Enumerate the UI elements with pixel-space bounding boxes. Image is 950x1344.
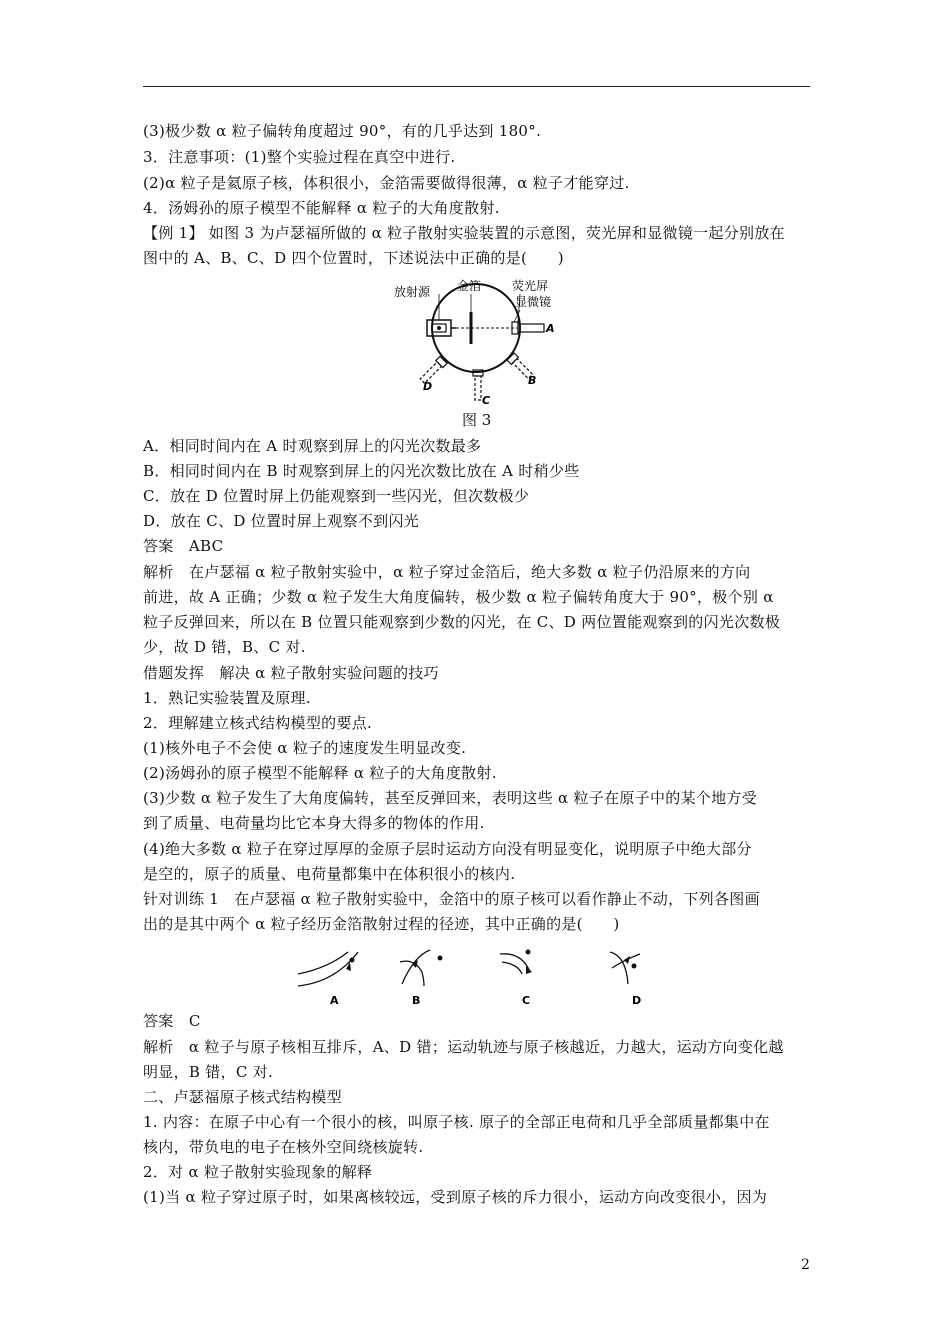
option-b: B．相同时间内在 B 时观察到屏上的闪光次数比放在 A 时稍少些 xyxy=(143,462,580,480)
option-d: D．放在 C、D 位置时屏上观察不到闪光 xyxy=(143,512,420,530)
text-line: 是空的，原子的质量、电荷量都集中在体积很小的核内. xyxy=(143,865,516,883)
label-C: C xyxy=(482,394,491,407)
text-line: 到了质量、电荷量均比它本身大得多的物体的作用. xyxy=(143,814,485,832)
label-screen: 荧光屏 xyxy=(512,279,549,293)
text-line: (1)当 α 粒子穿过原子时，如果离核较远，受到原子核的斥力很小，运动方向改变很小，因为 xyxy=(143,1188,768,1206)
svg-text:B: B xyxy=(412,994,421,1007)
label-microscope: 显微镜 xyxy=(515,295,552,309)
text-line: (3)少数 α 粒子发生了大角度偏转，甚至反弹回来，表明这些 α 粒子在原子中的某个地方受 xyxy=(143,789,758,807)
text-line: 1. 内容：在原子中心有一个很小的核，叫原子核. 原子的全部正电荷和几乎全部质量都集中在 xyxy=(143,1113,770,1131)
option-d-trajectory xyxy=(610,952,641,1007)
svg-text:D: D xyxy=(632,994,642,1007)
text-line: (4)绝大多数 α 粒子在穿过厚厚的金原子层时运动方向没有明显变化，说明原子中绝大部分 xyxy=(143,840,752,858)
text-line: 图中的 A、B、C、D 四个位置时，下述说法中正确的是( ) xyxy=(143,249,564,267)
label-source: 放射源 xyxy=(394,285,431,299)
text-line: 2．理解建立核式结构模型的要点. xyxy=(143,714,373,732)
text-line: 2．对 α 粒子散射实验现象的解释 xyxy=(143,1163,373,1181)
text-line: (1)核外电子不会使 α 粒子的速度发生明显改变. xyxy=(143,739,467,757)
label-B: B xyxy=(528,374,537,387)
section-heading: 二、卢瑟福原子核式结构模型 xyxy=(143,1088,342,1106)
svg-text:A: A xyxy=(330,994,339,1007)
text-line: 少，故 D 错，B、C 对. xyxy=(143,638,306,656)
option-a-trajectory xyxy=(298,952,358,1007)
figure-caption: 图 3 xyxy=(462,411,492,429)
text-line: 核内，带负电的电子在核外空间绕核旋转. xyxy=(143,1138,424,1156)
analysis: 解析 α 粒子与原子核相互排斥，A、D 错；运动轨迹与原子核越近，力越大，运动方向变化越 xyxy=(143,1038,784,1056)
text-line: (3)极少数 α 粒子偏转角度超过 90°，有的几乎达到 180°. xyxy=(143,122,542,140)
text-line: (2)汤姆孙的原子模型不能解释 α 粒子的大角度散射. xyxy=(143,764,497,782)
text-line: 前进，故 A 正确；少数 α 粒子发生大角度偏转，极少数 α 粒子偏转角度大于 90°，极个别 α xyxy=(143,588,774,606)
text-line: 明显，B 错，C 对. xyxy=(143,1063,274,1081)
text-line: 4．汤姆孙的原子模型不能解释 α 粒子的大角度散射. xyxy=(143,199,500,217)
option-c-trajectory xyxy=(500,950,532,1008)
text-line: 出的是其中两个 α 粒子经历金箔散射过程的径迹，其中正确的是( ) xyxy=(143,915,620,933)
option-a: A．相同时间内在 A 时观察到屏上的闪光次数最多 xyxy=(143,437,482,455)
text-line: 粒子反弹回来，所以在 B 位置只能观察到少数的闪光，在 C、D 两位置能观察到的闪光次数极 xyxy=(143,613,781,631)
label-foil: 金箔 xyxy=(457,279,482,293)
text-line: 3．注意事项：(1)整个实验过程在真空中进行. xyxy=(143,148,456,166)
analysis: 解析 在卢瑟福 α 粒子散射实验中，α 粒子穿过金箔后，绝大多数 α 粒子仍沿原来的方向 xyxy=(143,563,751,581)
answer: 答案 C xyxy=(143,1012,201,1030)
header-rule xyxy=(143,86,810,87)
page-number: 2 xyxy=(801,1257,810,1273)
option-c: C．放在 D 位置时屏上仍能观察到一些闪光，但次数极少 xyxy=(143,487,530,505)
svg-text:C: C xyxy=(522,994,531,1007)
option-b-trajectory xyxy=(400,950,443,1007)
figure-3-apparatus xyxy=(380,276,580,410)
label-D: D xyxy=(423,380,433,393)
label-A: A xyxy=(546,322,555,335)
trajectory-options-figure xyxy=(290,944,670,1010)
answer: 答案 ABC xyxy=(143,537,224,555)
text-line: 1．熟记实验装置及原理. xyxy=(143,689,311,707)
text-line: (2)α 粒子是氦原子核，体积很小，金箔需要做得很薄，α 粒子才能穿过. xyxy=(143,174,630,192)
tip-heading: 借题发挥 解决 α 粒子散射实验问题的技巧 xyxy=(143,664,439,682)
example-heading: 【例 1】 如图 3 为卢瑟福所做的 α 粒子散射实验装置的示意图，荧光屏和显微镜一起分别放在 xyxy=(143,224,785,242)
microscope-A xyxy=(518,324,544,332)
practice-heading: 针对训练 1 在卢瑟福 α 粒子散射实验中，金箔中的原子核可以看作静止不动，下列各图画 xyxy=(143,890,760,908)
